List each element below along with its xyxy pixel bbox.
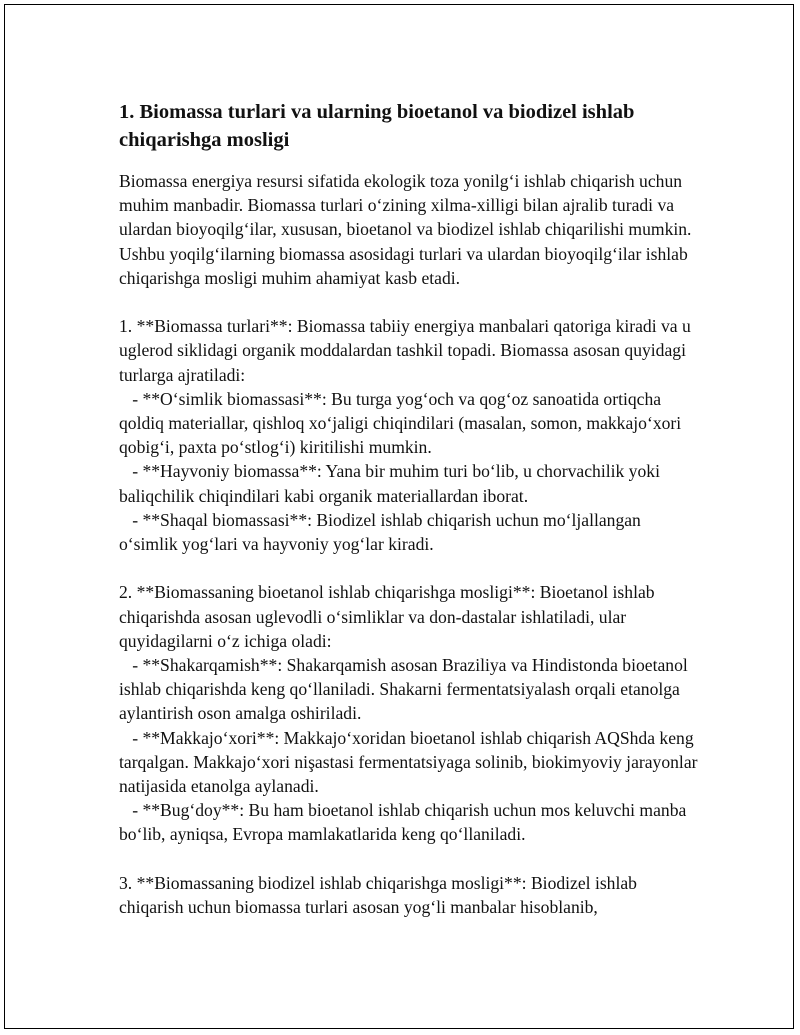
paragraph-gap xyxy=(119,290,699,314)
section-biomass-types: 1. **Biomassa turlari**: Biomassa tabiiy energiya manbalari qatoriga kiradi va u uglerod siklidagi organik moddalardan tashkil topadi. Biomassa asosan quyidagi turlarga ajratiladi: - **O‘simlik biomassasi**: Bu turga yog‘och va qog‘oz sanoatida ortiqcha qoldiq materiallar, qishloq xo‘jaligi chiqindilari (masalan, somon, makkajo‘xori qobig‘i, paxta po‘stlog‘i) kiritilishi mumkin. - **Hayvoniy biomassa**: Yana bir muhim turi bo‘lib, u chorvachilik yoki baliqchilik chiqindilari kabi organik materiallardan iborat. - **Shaqal biomassasi**: Biodizel ishlab chiqarish uchun mo‘ljallangan o‘simlik yog‘lari va hayvoniy yog‘lar kiradi. xyxy=(119,316,691,555)
intro-paragraph: Biomassa energiya resursi sifatida ekologik toza yonilg‘i ishlab chiqarish uchun muhim manbadir. Biomassa turlari o‘zining xilma-xilligi bilan ajralib turadi va ulardan bioyoqilg‘ilar, xususan, bioetanol va biodizel ishlab chiqarilishi mumkin. Ushbu yoqilg‘ilarning biomassa asosidagi turlari va ulardan bioyoqilg‘ilar ishlab chiqarishga mosligi muhim ahamiyat kasb etadi. xyxy=(119,171,696,288)
document-title: 1. Biomassa turlari va ularning bioetanol va biodizel ishlab chiqarishga mosligi xyxy=(119,101,635,151)
document-content xyxy=(119,98,699,919)
document-page xyxy=(4,4,794,1029)
paragraph-gap xyxy=(119,847,699,871)
section-bioethanol-suitability: 2. **Biomassaning bioetanol ishlab chiqarishga mosligi**: Bioetanol ishlab chiqarishda asosan uglevodli o‘simliklar va don-dastalar ishlatiladi, ular quyidagilarni o‘z ichiga oladi: - **Shakarqamish**: Shakarqamish asosan Braziliya va Hindistonda bioetanol ishlab chiqarishda keng qo‘llaniladi. Shakarni fermentatsiyalash orqali etanolga aylantirish oson amalga oshiriladi. - **Makkajo‘xori**: Makkajo‘xoridan bioetanol ishlab chiqarish AQShda keng tarqalgan. Makkajo‘xori nişastasi fermentatsiyaga solinib, biokimyoviy jarayonlar natijasida etanolga aylanadi. - **Bug‘doy**: Bu ham bioetanol ishlab chiqarish uchun mos keluvchi manba bo‘lib, ayniqsa, Evropa mamlakatlarida keng qo‘llaniladi. xyxy=(119,582,698,845)
section-biodiesel-suitability: 3. **Biomassaning biodizel ishlab chiqarishga mosligi**: Biodizel ishlab chiqarish uchun biomassa turlari asosan yog‘li manbalar hisoblanib, xyxy=(119,872,642,918)
paragraph-gap xyxy=(119,556,699,580)
